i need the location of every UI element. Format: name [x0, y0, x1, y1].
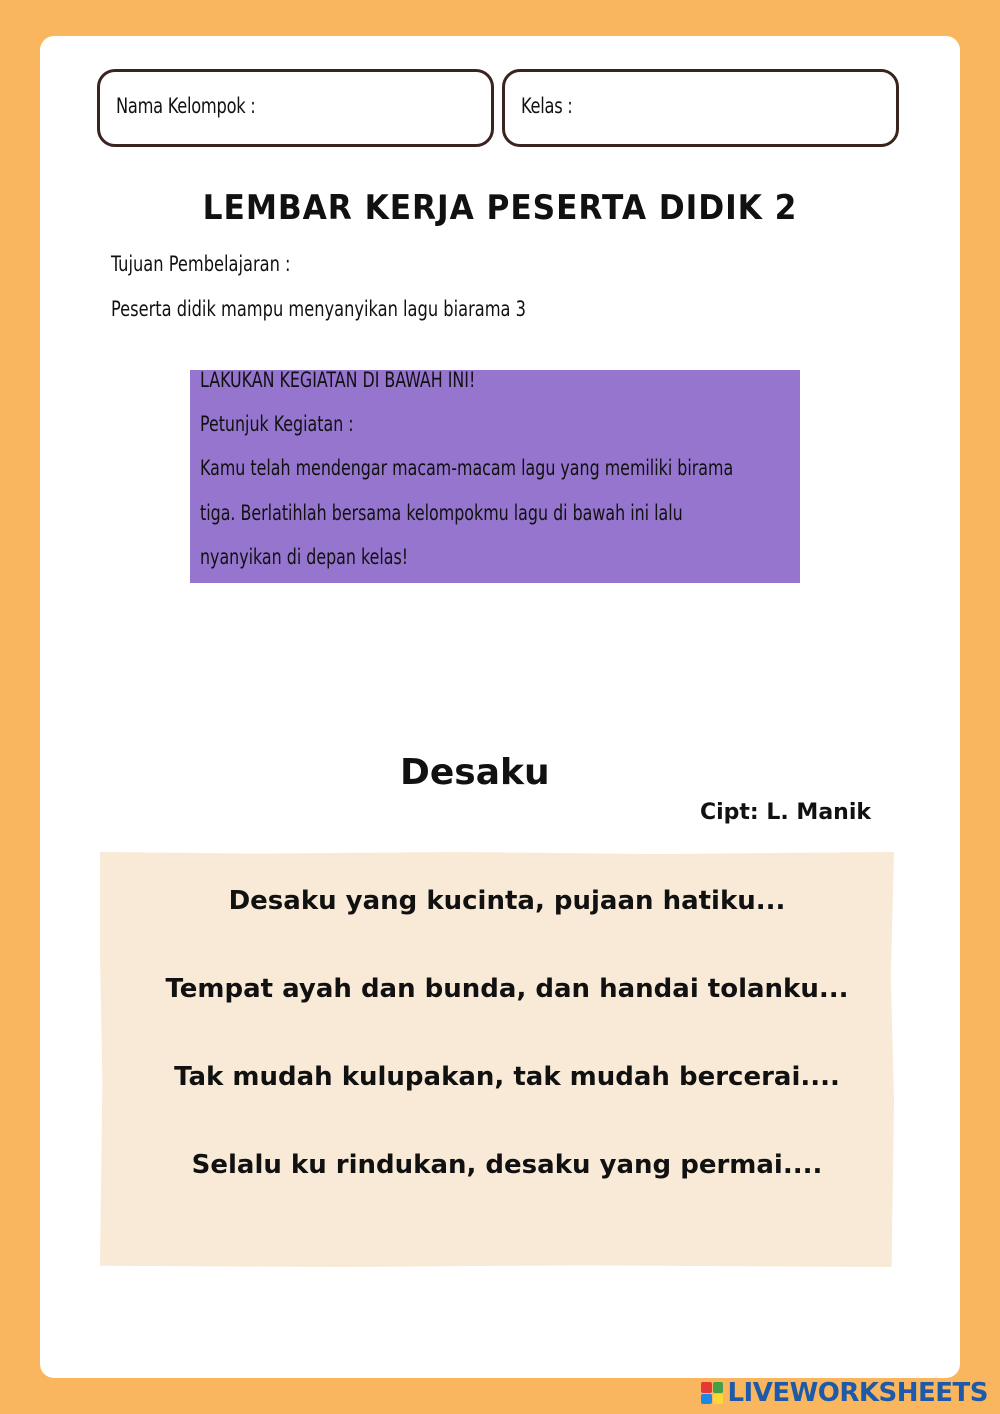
- instruction-subheading: Petunjuk Kegiatan :: [200, 412, 354, 436]
- instruction-heading: LAKUKAN KEGIATAN DI BAWAH INI!: [200, 370, 476, 392]
- lyric-line: Desaku yang kucinta, pujaan hatiku...: [228, 886, 786, 916]
- class-input[interactable]: [605, 88, 889, 130]
- group-name-label: Nama Kelompok :: [116, 94, 256, 118]
- lyric-line: Tak mudah kulupakan, tak mudah bercerai....: [174, 1062, 840, 1092]
- group-name-input[interactable]: [290, 88, 484, 130]
- class-box: [502, 69, 899, 147]
- liveworksheets-logo-text: LIVEWORKSHEETS: [727, 1378, 988, 1408]
- lyric-line: Tempat ayah dan bunda, dan handai tolanku...: [165, 974, 849, 1004]
- liveworksheets-logo-icon: [701, 1382, 723, 1404]
- liveworksheets-logo[interactable]: [701, 1378, 988, 1408]
- learning-goal-label: Tujuan Pembelajaran :: [111, 252, 291, 276]
- instruction-line: tiga. Berlatihlah bersama kelompokmu lagu di bawah ini lalu: [200, 501, 683, 525]
- instruction-box: [190, 370, 800, 583]
- class-label: Kelas :: [521, 94, 573, 118]
- instruction-line: nyanyikan di depan kelas!: [200, 545, 409, 569]
- instruction-line: Kamu telah mendengar macam-macam lagu yang memiliki birama: [200, 456, 734, 480]
- song-title: Desaku: [400, 752, 550, 793]
- song-credit: Cipt: L. Manik: [699, 800, 871, 825]
- worksheet-title: LEMBAR KERJA PESERTA DIDIK 2: [202, 188, 798, 228]
- learning-goal-text: Peserta didik mampu menyanyikan lagu biarama 3: [111, 297, 526, 321]
- group-name-box: [97, 69, 494, 147]
- lyric-line: Selalu ku rindukan, desaku yang permai....: [191, 1150, 823, 1180]
